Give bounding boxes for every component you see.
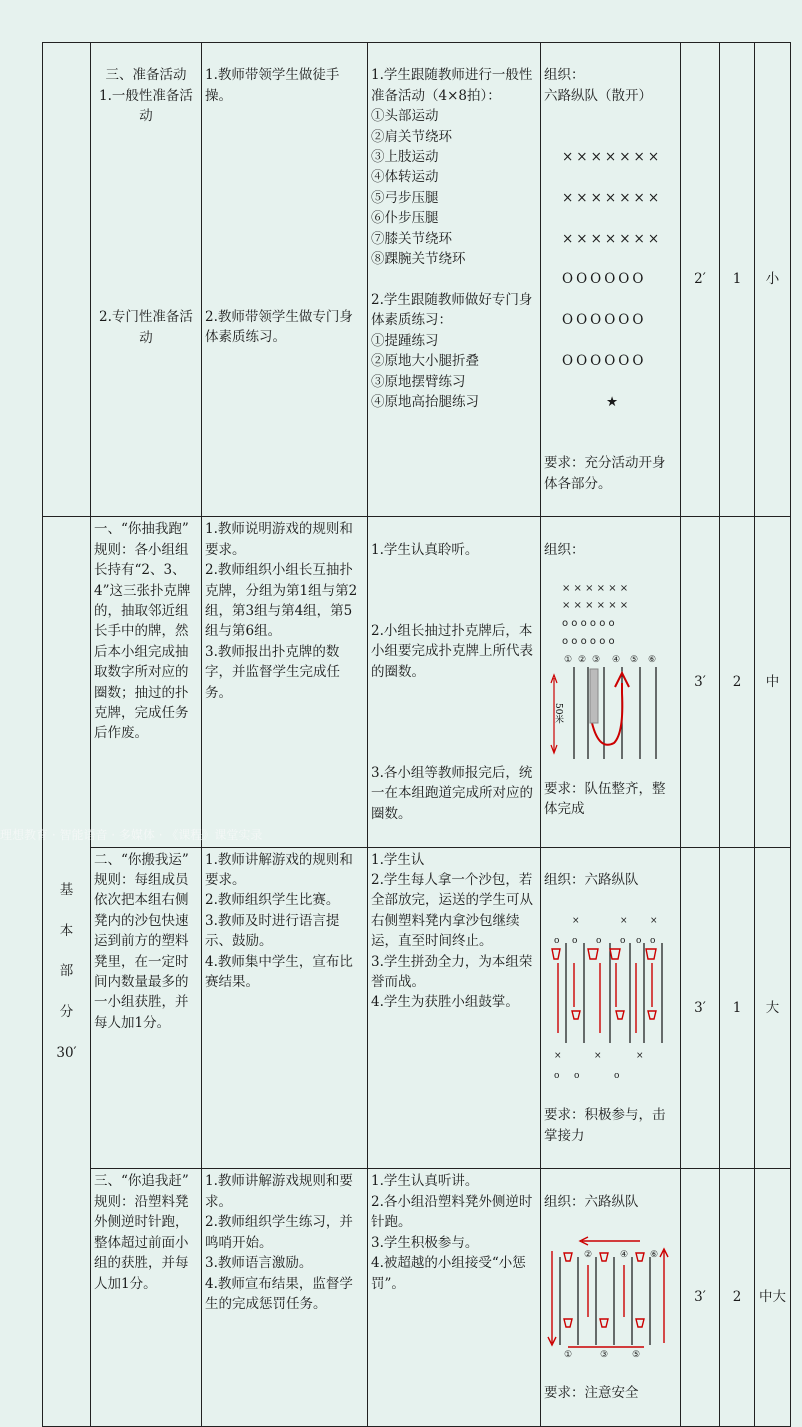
svg-text:o o o o o o: o o o o o o [562, 635, 615, 647]
svg-text:o: o [650, 935, 656, 946]
prep-row [43, 43, 791, 517]
svg-text:o: o [614, 1070, 620, 1081]
game1-organization-cell [541, 517, 681, 847]
game3-organization-cell [541, 1169, 681, 1426]
formation-row: ××××××× [562, 189, 663, 206]
svg-text:o: o [574, 1070, 580, 1081]
game2-student: 1.学生认 2.学生每人拿一个沙包，若全部放完，运送的学生可从右侧塑料凳内拿沙包继续运，直至时间终止。 3.学生拼劲全力，为本组荣誉而战。 4.学生为获胜小组鼓掌。 [368, 847, 541, 1169]
basic-section-label: 基 [59, 881, 74, 898]
game1-student-2: 2.小组长抽过扑克牌后，本小组要完成扑克牌上所代表的圈数。 [371, 622, 533, 680]
game3-intensity: 中大 [755, 1169, 791, 1426]
lane-label: ⑥ [650, 1249, 659, 1260]
lane-label: ⑤ [630, 654, 639, 665]
svg-text:×: × [620, 915, 628, 926]
basic-section-label: 部 [59, 963, 74, 980]
game1-count: 2 [720, 517, 755, 847]
game1-time: 3′ [681, 517, 720, 847]
game1-rules: 一、“你抽我跑” 规则：各小组组长持有“2、3、4”这三张扑克牌的，抽取邻近组长手中的牌，然后本小组完成抽取数字所对应的圈数；抽过的扑克牌，完成任务后作废。 [91, 517, 202, 847]
game1-org-title: 组织： [544, 541, 585, 558]
game3-rules: 三、“你追我赶” 规则：沿塑料凳外侧逆时针跑，整体超过前面小组的获胜，并每人加1分。 [91, 1169, 202, 1426]
lane-label: ⑥ [648, 654, 657, 665]
watermark: 理想教育 · 智能语音 · 多媒体 · 《课程》课堂实录 [0, 828, 263, 842]
svg-text:×: × [554, 1050, 562, 1061]
game1-student-3: 3.各小组等教师报完后，统一在本组跑道完成所对应的圈数。 [371, 765, 533, 822]
game2-teacher: 1.教师讲解游戏的规则和要求。 2.教师组织学生比赛。 3.教师及时进行语言提示、鼓励。 4.教师集中学生，宣布比赛结果。 [202, 847, 368, 1169]
game3-org-requirement: 要求：注意安全 [544, 1385, 639, 1402]
lane-label: ① [564, 1349, 573, 1360]
prep-teacher-special: 2.教师带领学生做专门身体素质练习。 [205, 309, 353, 346]
formation-row: OOOOOO [562, 353, 647, 370]
game2-organization-cell [541, 847, 681, 1169]
teacher-star-icon: ★ [606, 393, 622, 410]
svg-text:×: × [594, 1050, 602, 1061]
game1-intensity: 中 [755, 517, 791, 847]
prep-count: 1 [720, 43, 755, 517]
prep-org-requirement: 要求：充分活动开身体各部分。 [544, 455, 666, 492]
game2-time: 3′ [681, 847, 720, 1169]
game2-rules: 二、“你搬我运” 规则：每组成员依次把本组右侧凳内的沙包快速运到前方的塑料凳里，在一定时间内数量最多的一小组获胜，并每人加1分。 [91, 847, 202, 1169]
svg-text:o: o [596, 935, 602, 946]
prep-section-cell [43, 43, 91, 517]
game2-diagram [544, 913, 674, 1085]
lane-label: ④ [620, 1249, 629, 1260]
prep-teacher-cell [202, 43, 368, 517]
svg-text:×: × [650, 915, 658, 926]
game2-org-requirement: 要求：积极参与，击掌接力 [544, 1107, 666, 1144]
game3-row [43, 1169, 791, 1426]
svg-text:× × × × × ×: × × × × × × [562, 599, 629, 611]
prep-student-special: 2.学生跟随教师做好专门身体素质练习： ①提踵练习 ②原地大小腿折叠 ③原地摆臂练习 ④原地高抬腿练习 [371, 291, 533, 410]
basic-section-label: 30′ [56, 1045, 77, 1062]
game1-student-1: 1.学生认真聆听。 [371, 541, 479, 558]
basic-section-label: 分 [59, 1004, 74, 1021]
formation-row: ××××××× [562, 149, 663, 166]
lane-label: ① [564, 654, 573, 665]
prep-student-cell [368, 43, 541, 517]
svg-text:×: × [572, 915, 580, 926]
prep-intensity: 小 [755, 43, 791, 517]
prep-formation [544, 127, 677, 433]
prep-activity-special: 2.专门性准备活 动 [99, 309, 193, 346]
prep-activity-general: 三、准备活动 1.一般性准备活 动 [99, 67, 193, 125]
svg-text:o: o [620, 935, 626, 946]
prep-org-title: 组织： 六路纵队（散开） [544, 67, 652, 104]
svg-text:o o o o o o: o o o o o o [562, 617, 615, 629]
prep-activity-cell [91, 43, 202, 517]
prep-organization-cell [541, 43, 681, 517]
formation-row: OOOOOO [562, 312, 647, 329]
basic-section-label: 本 [59, 922, 74, 939]
lane-label: ③ [600, 1349, 609, 1360]
game3-time: 3′ [681, 1169, 720, 1426]
game1-student-cell [368, 517, 541, 847]
game3-student: 1.学生认真听讲。 2.各小组沿塑料凳外侧逆时针跑。 3.学生积极参与。 4.被超越的小组接受“小惩罚”。 [368, 1169, 541, 1426]
svg-text:o: o [636, 935, 642, 946]
game3-org-title: 组织：六路纵队 [544, 1193, 639, 1210]
game3-count: 2 [720, 1169, 755, 1426]
prep-student-general: 1.学生跟随教师进行一般性准备活动（4×8拍）： ①头部运动 ②肩关节绕环 ③上肢运动 ④体转运动 ⑤弓步压腿 ⑥仆步压腿 ⑦膝关节绕环 ⑧踝腕关节绕环 [371, 67, 533, 268]
game2-org-title: 组织：六路纵队 [544, 872, 639, 889]
prep-teacher-general: 1.教师带领学生做徒手操。 [205, 67, 340, 104]
game1-teacher: 1.教师说明游戏的规则和要求。 2.教师组织小组长互抽扑克牌，分组为第1组与第2组，第3组与第4组，第5组与第6组。 3.教师报出扑克牌的数字，并监督学生完成任务。 [202, 517, 368, 847]
lane-label: ② [584, 1249, 593, 1260]
game2-intensity: 大 [755, 847, 791, 1169]
game3-teacher: 1.教师讲解游戏规则和要求。 2.教师组织学生练习，并鸣哨开始。 3.教师语言激励。 4.教师宣布结果，监督学生的完成惩罚任务。 [202, 1169, 368, 1426]
svg-text:o: o [554, 935, 560, 946]
distance-label: 50米 [553, 702, 563, 724]
game1-row [43, 517, 791, 847]
svg-text:o: o [554, 1070, 560, 1081]
lane-label: ② [578, 654, 587, 665]
game1-org-requirement: 要求：队伍整齐，整体完成 [544, 780, 666, 818]
game1-diagram [544, 583, 674, 759]
basic-section-cell [43, 517, 91, 1427]
lane-label: ⑤ [632, 1349, 641, 1360]
game3-diagram [544, 1235, 674, 1363]
lesson-plan-table [42, 42, 791, 1427]
svg-text:× × × × × ×: × × × × × × [562, 582, 629, 594]
prep-time: 2′ [681, 43, 720, 517]
lane-label: ③ [592, 654, 601, 665]
svg-text:o: o [572, 935, 578, 946]
game2-row [43, 847, 791, 1169]
formation-row: ××××××× [562, 230, 663, 247]
formation-row: OOOOOO [562, 271, 647, 288]
game2-count: 1 [720, 847, 755, 1169]
lane-label: ④ [612, 654, 621, 665]
svg-text:×: × [636, 1050, 644, 1061]
